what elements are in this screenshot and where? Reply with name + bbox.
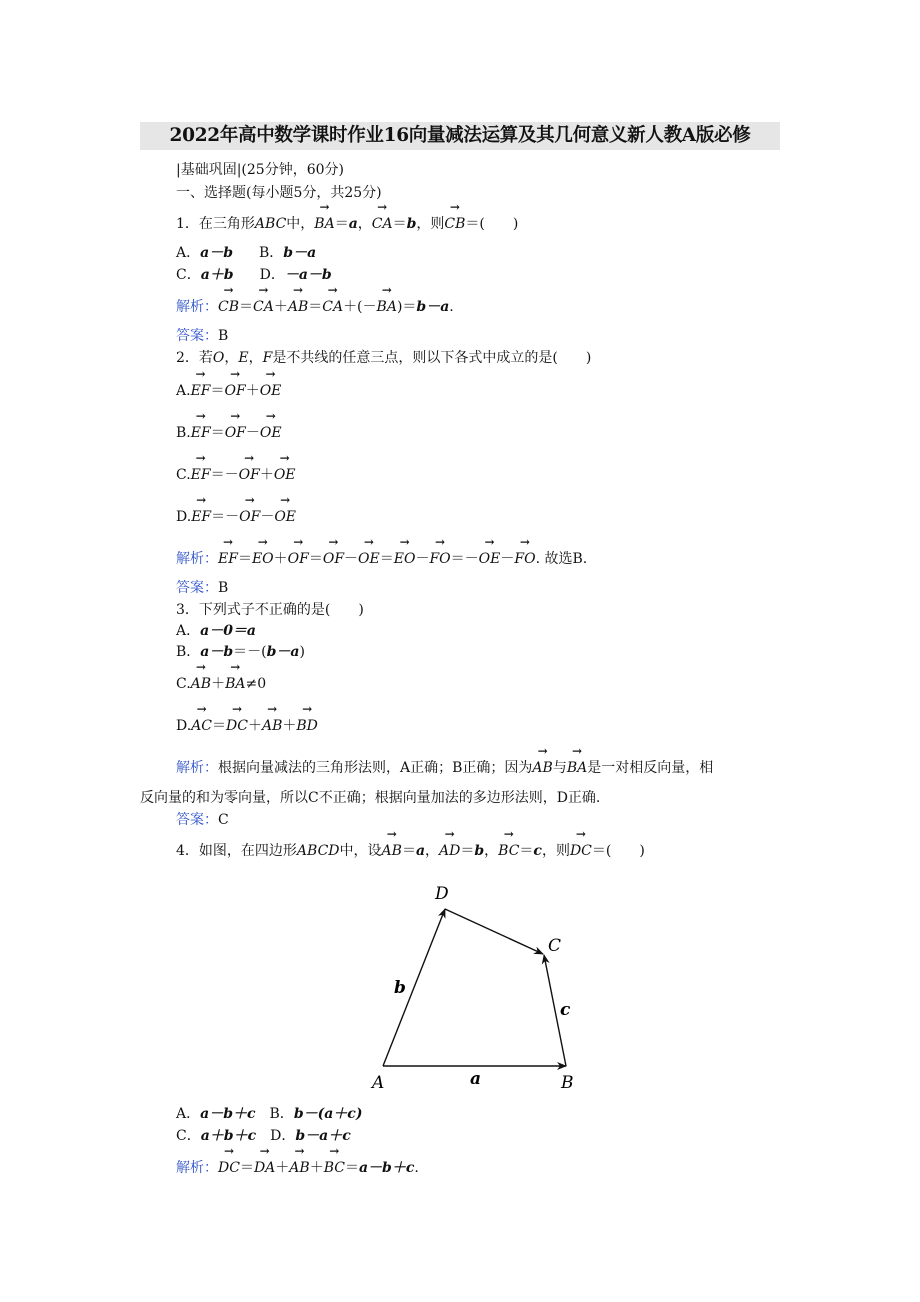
q2-option-c: C.→ EF＝－→ OF＋→ OE (176, 465, 296, 485)
analysis-label: 解析： (176, 551, 218, 567)
q2-analysis: 解析：→ EF＝→ EO＋→ OF＝→ OF－→ OE＝→ EO－→ FO＝－→ OE－→ FO. 故选B. (176, 549, 587, 569)
q3-analysis-line2: 反向量的和为零向量，所以C不正确；根据向量加法的多边形法则，D正确. (140, 790, 601, 806)
analysis-label: 解析： (176, 1160, 218, 1176)
q1-option-b: b－a (283, 245, 317, 261)
q1-option-d: －a－b (284, 267, 332, 283)
point-B-label: B (561, 1073, 574, 1093)
vector-b-label: b (394, 978, 406, 998)
vector-c-label: c (560, 1000, 571, 1020)
q4-analysis: 解析：→ DC＝→ DA＋→ AB＋→ BC＝a－b＋c. (176, 1158, 419, 1178)
q1-options-row2: C．a＋b D．－a－b (176, 267, 332, 283)
vector-b-arrow (383, 909, 445, 1066)
point-A-label: A (372, 1073, 385, 1093)
document-title: 2022年高中数学课时作业16向量减法运算及其几何意义新人教A版必修 (140, 122, 780, 150)
choice-section-header: 一、选择题(每小题5分，共25分) (176, 185, 382, 201)
vector-a-label: a (470, 1069, 482, 1089)
q1-option-a: a－b (200, 245, 233, 261)
q3-option-a: A．a－0＝a (176, 623, 257, 639)
q1-option-c: a＋b (200, 267, 234, 283)
answer-label: 答案： (176, 328, 218, 344)
q4-options-row1: A．a－b＋c B．b－(a＋c) (176, 1106, 363, 1122)
q2-option-b: B.→ EF＝→ OF－→ OE (176, 423, 282, 443)
point-D-label: D (435, 884, 449, 904)
q4-stem: 4．如图，在四边形ABCD中，设→ AB＝a，→ AD＝b，→ BC＝c，则→ DC＝( ) (176, 841, 645, 861)
q4-option-b: b－(a＋c) (293, 1106, 363, 1122)
q1-analysis: 解析：→ CB＝→ CA＋→ AB＝→ CA＋(－→ BA)＝b－a. (176, 297, 454, 317)
q4-option-c: a＋b＋c (200, 1128, 257, 1144)
q3-option-d: D.→ AC＝→ DC＋→ AB＋→ BD (176, 716, 318, 736)
q2-option-d: D.→ EF＝－→ OF－→ OE (176, 507, 296, 527)
q2-option-a: A.→ EF＝→ OF＋→ OE (176, 381, 281, 401)
answer-label: 答案： (176, 812, 218, 828)
quadrilateral-figure (360, 876, 600, 1098)
vector-BA: → BA (314, 214, 334, 234)
q2-answer: 答案：B (176, 580, 229, 596)
q4-option-d: b－a＋c (295, 1128, 351, 1144)
q3-stem: 3．下列式子不正确的是( ) (176, 602, 364, 618)
q3-option-b: B．a－b＝－(b－a) (176, 644, 305, 660)
q2-stem: 2．若O，E，F是不共线的任意三点，则以下各式中成立的是( ) (176, 350, 592, 366)
q3-option-c: C.→ AB＋→ BA≠0 (176, 674, 266, 694)
basic-section-header: |基础巩固|(25分钟，60分) (176, 162, 344, 178)
vector-dc-arrow (445, 909, 543, 954)
answer-label: 答案： (176, 580, 218, 596)
analysis-label: 解析： (176, 760, 218, 776)
point-C-label: C (548, 936, 562, 956)
q1-stem: 1．在三角形ABC中，→ BA＝a，→ CA＝b，则→ CB＝( ) (176, 214, 518, 234)
vector-CB: → CB (444, 214, 465, 234)
q4-options-row2: C．a＋b＋c D．b－a＋c (176, 1128, 351, 1144)
q4-option-a: a－b＋c (200, 1106, 256, 1122)
q3-analysis-line1: 解析：根据向量减法的三角形法则，A正确；B正确；因为→ AB与→ BA是一对相反向量，相 (176, 758, 713, 778)
q3-answer: 答案：C (176, 812, 229, 828)
vector-CA: → CA (372, 214, 393, 234)
q1-answer: 答案：B (176, 328, 229, 344)
analysis-label: 解析： (176, 299, 218, 315)
q1-options-row1: A．a－b B．b－a (176, 245, 317, 261)
